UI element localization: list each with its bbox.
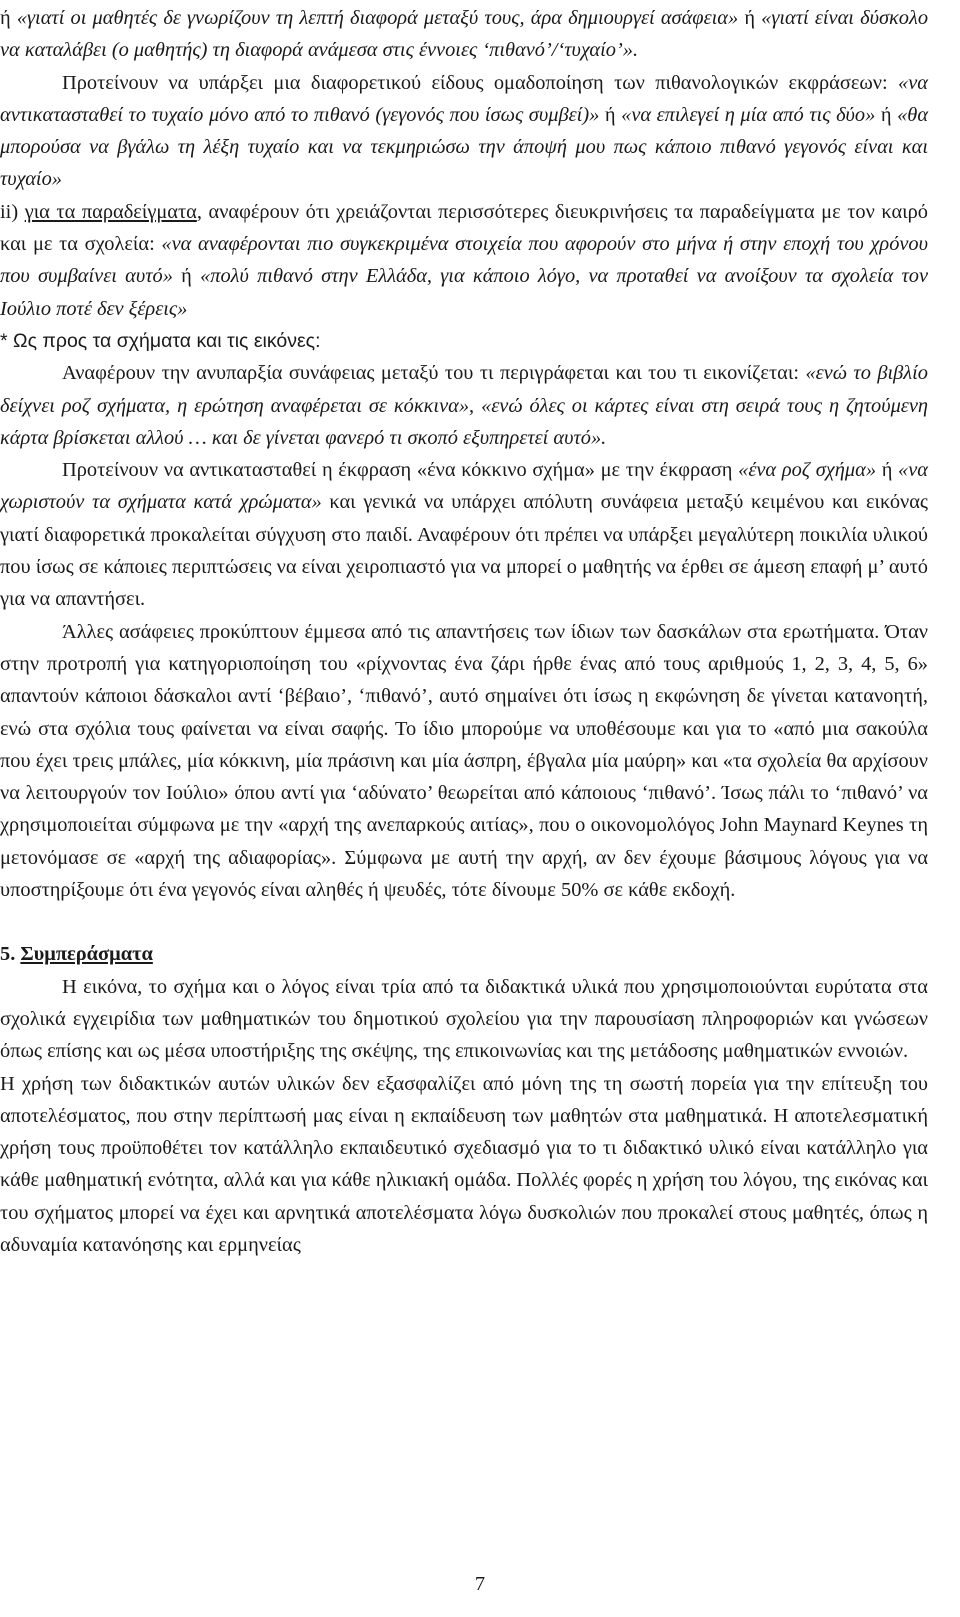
text-run: Προτείνουν να αντικατασταθεί η έκφραση «ένα κόκκινο σχήμα» με την έκφραση	[62, 459, 739, 482]
section-label: * Ως προς τα σχήματα και τις εικόνες:	[0, 329, 321, 352]
italic-quote: «να αντικατασταθεί το τυχαίο μόνο από το πιθανό (γεγονός που ίσως συμβεί)»	[0, 71, 928, 126]
page-number: 7	[474, 1573, 486, 1595]
text-run: ή	[875, 103, 898, 126]
underlined-label: για τα παραδείγματα	[24, 200, 197, 223]
paragraph-grouping-proposal	[0, 67, 928, 196]
text-run: ,	[469, 394, 482, 417]
text-run: Η εικόνα, το σχήμα και ο λόγος είναι τρία από τα διδακτικά υλικά που χρησιμοποιούνται ευρύτατα στα σχολικά εγχειρίδια των μαθηματικών του δημοτικού σχολείου για την παρουσίαση πληροφοριών και γνώσεων όπως επίσης και ως μέσα υποστήριξης της σκέψης, της επικοινωνίας και της μετάδοσης μαθηματικών εννοιών.	[0, 975, 928, 1063]
text-run: ή	[599, 103, 622, 126]
text-run: και γενικά να υπάρχει απόλυτη συνάφεια μεταξύ κειμένου και εικόνας γιατί διαφορετικά προκαλείται σύγχυση στο παιδί. Αναφέρουν ότι πρέπει να υπάρξει μεγαλύτερη ποικιλία υλικού που ίσως σε κάποιες περιπτώσεις να είναι χειροπιαστό για να μπορεί ο μαθητής να έρθει σε άμεση επαφή μ’ αυτό για να απαντήσει.	[0, 491, 928, 611]
italic-quote: «ενώ το βιβλίο δείχνει ροζ σχήματα, η ερώτηση αναφέρεται σε κόκκινα»	[0, 362, 928, 417]
section-heading-conclusions	[0, 938, 928, 970]
paragraph-other-ambiguities	[0, 616, 928, 907]
text-run: ή	[738, 7, 762, 29]
text-run: Προτείνουν να υπάρξει μια διαφορετικού είδους ομαδοποίηση των πιθανολογικών εκφράσεων:	[62, 71, 899, 94]
paragraph-conclusions-intro	[0, 971, 928, 1068]
italic-quote: «πολύ πιθανό στην Ελλάδα, για κάποιο λόγο, να προταθεί να ανοίξουν τα σχολεία τον Ιούλιο ποτέ δεν ξέρεις»	[0, 265, 929, 320]
text-run: Άλλες ασάφειες προκύπτουν έμμεσα από τις απαντήσεις των ίδιων των δασκάλων στα ερωτήματα. Όταν στην προτροπή για κατηγοριοποίηση του «ρίχνοντας ένα ζάρι ήρθε ένας από τους αριθμούς 1, 2, 3, 4, 5, 6» απαντούν κάποιοι δάσκαλοι αντί ‘βέβαιο’, ‘πιθανό’, αυτό σημαίνει ότι ίσως η εκφώνηση δε γίνεται κατανοητή, ενώ στα σχόλια τους φαίνεται να είναι σαφής. Το ίδιο μπορούμε να υποθέσουμε και για το «από μια σακούλα που έχει τρεις μπάλες, μία κόκκινη, μία πράσινη και μία άσπρη, έβγαλα μία μαύρη» και «τα σχολεία θα αρχίσουν να λειτουργούν τον Ιούλιο» όπου αντί για ‘αδύνατο’ θεωρείται από κάποιους ‘πιθανό’. Ίσως πάλι το ‘πιθανό’ να χρησιμοποιείται σύμφωνα με την «αρχή της ανεπαρκούς αιτίας», που ο οικονομολόγος John Maynard Keynes τη μετονόμασε σε «αρχή της αδιαφορίας». Σύμφωνα με αυτή την αρχή, αν δεν έχουμε βάσιμους λόγους για να υποστηρίξουμε ότι ένα γεγονός είναι αληθές ή ψευδές, τότε δίνουμε 50% σε κάθε εκδοχή.	[0, 620, 928, 902]
text-run: ή	[172, 265, 201, 288]
italic-quote: «να αναφέρονται πιο συγκεκριμένα στοιχεία που αφορούν στο μήνα ή στην εποχή του χρόνου που συμβαίνει αυτό»	[0, 233, 928, 288]
paragraph-quotes-continuation	[0, 2, 928, 67]
text-run: ή	[876, 459, 899, 482]
text-run: ή	[0, 7, 17, 29]
italic-quote: «γιατί οι μαθητές δε γνωρίζουν τη λεπτή διαφορά μεταξύ τους, άρα δημιουργεί ασάφεια»	[16, 7, 739, 29]
paragraph-examples	[0, 196, 928, 325]
italic-quote: «να χωριστούν τα σχήματα κατά χρώματα»	[0, 459, 928, 514]
text-run: Η χρήση των διδακτικών αυτών υλικών δεν εξασφαλίζει από μόνη της τη σωστή πορεία για την επίτευξη του αποτελέσματος, που στην περίπτωσή μας είναι η εκπαίδευση των μαθητών στα μαθηματικά. Η αποτελεσματική χρήση τους προϋποθέτει τον κατάλληλο εκπαιδευτικό σχεδιασμό για το τι διδακτικό υλικό είναι κατάλληλο για κάθε μαθηματική ενότητα, αλλά και για κάθε ηλικιακή ομάδα. Πολλές φορές η χρήση του λόγου, της εικόνας και του σχήματος μπορεί να έχει και αρνητικά αποτελέσματα λόγω δυσκολιών που προκαλεί στους μαθητές, όπως η αδυναμία κατανόησης και ερμηνείας	[0, 1072, 928, 1256]
body-text	[0, 2, 928, 1261]
paragraph-shapes-label	[0, 325, 928, 357]
section-number: 5.	[0, 943, 21, 966]
text-run: Αναφέρουν την ανυπαρξία συνάφειας μεταξύ του τι περιγράφεται και του τι εικονίζεται:	[62, 362, 806, 385]
list-marker: ii)	[0, 200, 25, 223]
italic-quote: «ενώ όλες οι κάρτες είναι στη σειρά τους η ζητούμενη κάρτα βρίσκεται αλλού … και δε γίνεται φανερό τι σκοπό εξυπηρετεί αυτό».	[0, 394, 929, 449]
italic-quote: «να επιλεγεί η μία από τις δύο»	[621, 103, 876, 126]
italic-quote: «θα μπορούσα να βγάλω τη λέξη τυχαίο και να τεκμηριώσω την άποψή μου πως κάποιο πιθανό γεγονός είναι και τυχαίο»	[0, 103, 929, 191]
section-title: Συμπεράσματα	[20, 943, 153, 966]
italic-quote: «γιατί είναι δύσκολο να καταλάβει (ο μαθητής) τη διαφορά ανάμεσα στις έννοιες ‘πιθανό’/‘τυχαίο’».	[0, 7, 929, 62]
paragraph-conclusions-use	[0, 1068, 928, 1262]
text-run: , αναφέρουν ότι χρειάζονται περισσότερες διευκρινήσεις τα παραδείγματα με τον καιρό και με τα σχολεία:	[0, 200, 929, 256]
paragraph-shapes-proposal	[0, 454, 928, 615]
paragraph-shapes-mismatch	[0, 357, 928, 454]
italic-quote: «ένα ροζ σχήμα»	[738, 459, 877, 482]
